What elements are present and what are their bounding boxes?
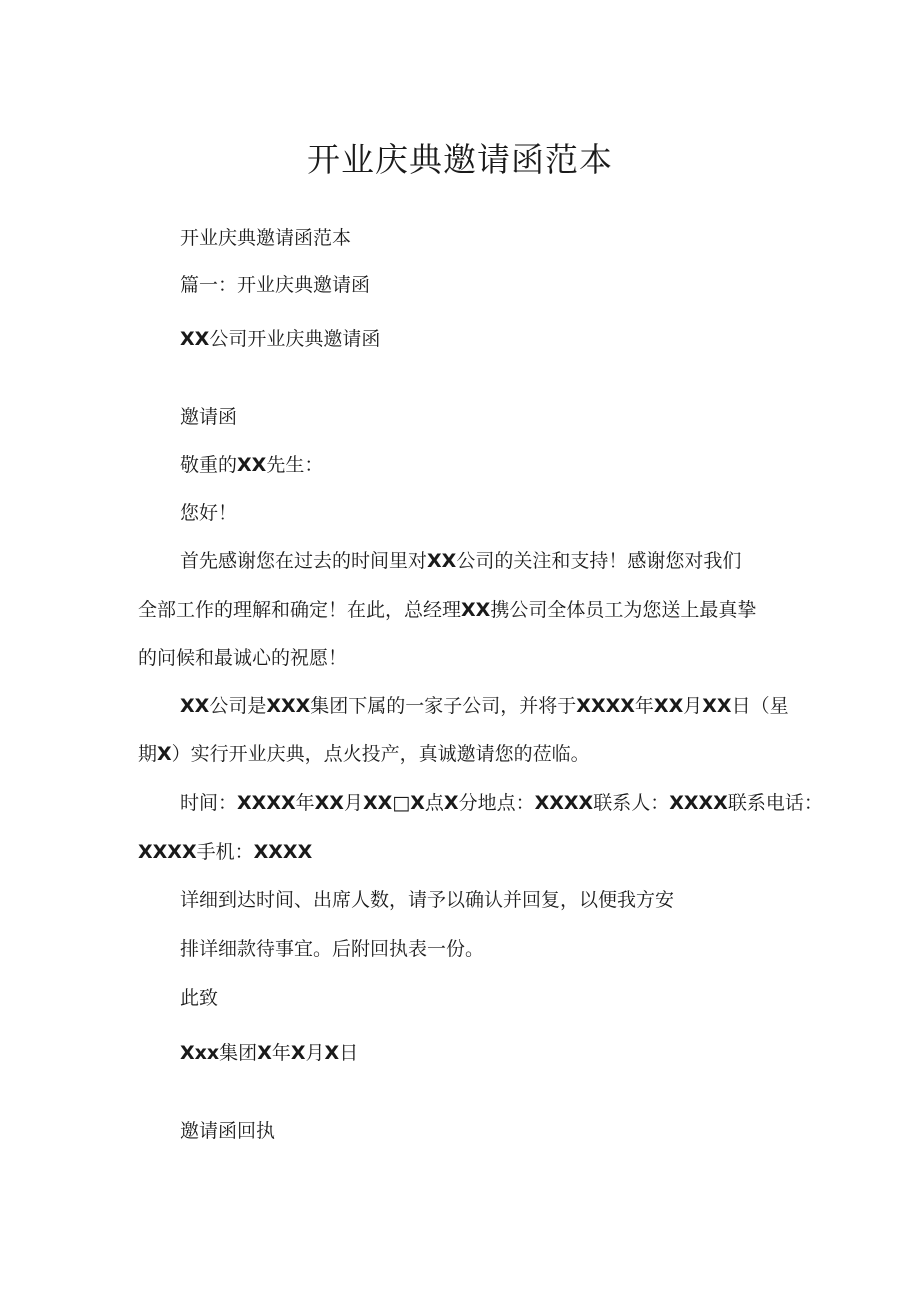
salutation: 敬重的XX先生： bbox=[180, 454, 324, 476]
paragraph-3-line-2: XXXX手机：XXXX bbox=[138, 841, 313, 863]
paragraph-2-line-1: XX公司是XXX集团下属的一家子公司，并将于XXXX年XX月XX日（星 bbox=[180, 695, 789, 717]
paragraph-3-line-1: 时间：XXXX年XX月XX□X点X分地点：XXXX联系人：XXXX联系电话： bbox=[180, 792, 823, 814]
signature-date: Xxx集团X年X月X日 bbox=[180, 1042, 359, 1064]
paragraph-1-line-3: 的问候和最诚心的祝愿！ bbox=[138, 647, 348, 669]
greeting: 您好！ bbox=[180, 502, 238, 524]
letter-heading: 邀请函 bbox=[180, 406, 238, 428]
company-line: XX公司开业庆典邀请函 bbox=[180, 328, 381, 350]
paragraph-4-line-2: 排详细款待事宜。后附回执表一份。 bbox=[180, 938, 485, 960]
subtitle: 开业庆典邀请函范本 bbox=[180, 227, 352, 249]
paragraph-1-line-1: 首先感谢您在过去的时间里对XX公司的关注和支持！感谢您对我们 bbox=[180, 550, 742, 572]
paragraph-2-line-2: 期X）实行开业庆典，点火投产，真诚邀请您的莅临。 bbox=[138, 743, 590, 765]
page-title: 开业庆典邀请函范本 bbox=[307, 140, 613, 179]
paragraph-1-line-2: 全部工作的理解和确定！在此，总经理XX携公司全体员工为您送上最真挚 bbox=[138, 599, 757, 621]
closing: 此致 bbox=[180, 987, 219, 1009]
reply-heading: 邀请函回执 bbox=[180, 1120, 276, 1142]
section-heading: 篇一：开业庆典邀请函 bbox=[180, 274, 371, 296]
paragraph-4-line-1: 详细到达时间、出席人数，请予以确认并回复，以便我方安 bbox=[180, 889, 675, 911]
